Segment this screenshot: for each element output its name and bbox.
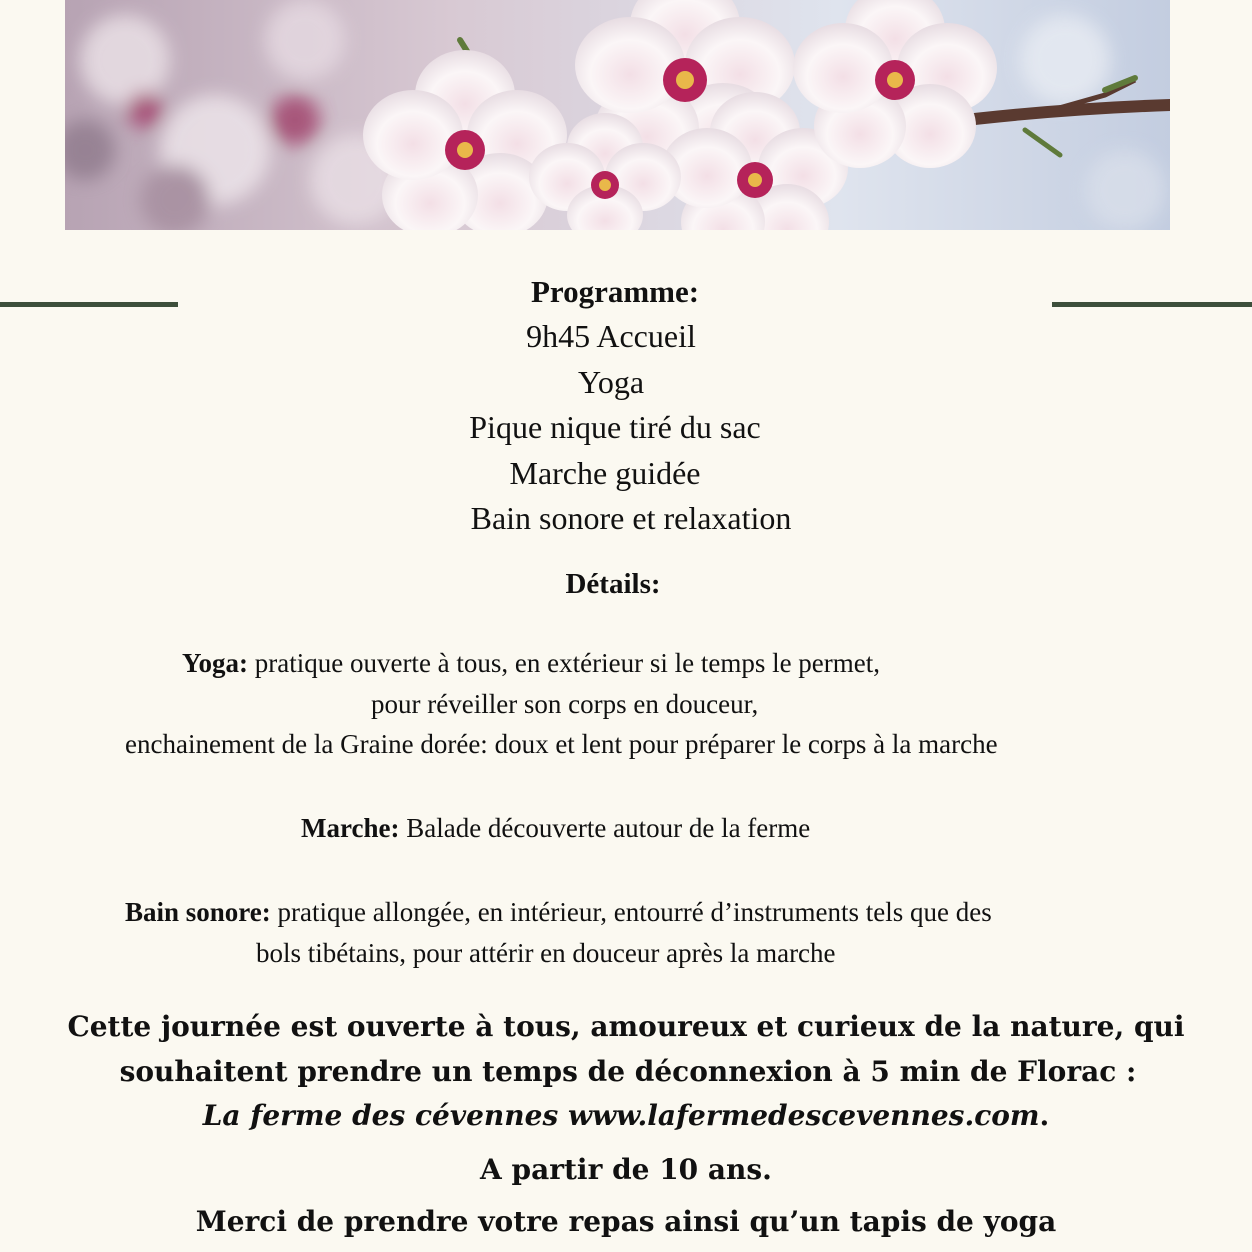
marche-detail: Marche: Balade découverte autour de la ferme xyxy=(301,813,811,843)
bain-label: Bain sonore: xyxy=(125,897,271,927)
info-line1: Cette journée est ouverte à tous, amoureux et curieux de la nature, qui xyxy=(67,1010,1185,1043)
blossom-photo xyxy=(65,0,1170,230)
programme-item-bain: Bain sonore et relaxation xyxy=(470,500,792,536)
programme-title: Programme: xyxy=(530,274,700,309)
farm-website-link[interactable]: La ferme des cévennes www.lafermedescevennes.com xyxy=(202,1099,1040,1132)
yoga-detail-line1: Yoga: pratique ouverte à tous, en extérieur si le temps le permet, xyxy=(182,648,881,678)
almond-blossom-image xyxy=(65,0,1170,230)
yoga-detail-line2: pour réveiller son corps en douceur, xyxy=(371,689,759,719)
yoga-label: Yoga: xyxy=(182,648,248,678)
bring-note: Merci de prendre votre repas ainsi qu’un tapis de yoga xyxy=(195,1205,1057,1238)
programme-item-yoga: Yoga xyxy=(577,364,645,400)
info-line2: souhaitent prendre un temps de déconnexion à 5 min de Florac : xyxy=(119,1055,1137,1088)
programme-item-marche: Marche guidée xyxy=(509,455,701,491)
age-note: A partir de 10 ans. xyxy=(480,1153,772,1186)
marche-label: Marche: xyxy=(301,813,400,843)
programme-item-accueil: 9h45 Accueil xyxy=(526,318,696,354)
bain-detail-line2: bols tibétains, pour attérir en douceur après la marche xyxy=(256,938,836,968)
yoga-detail-line3: enchainement de la Graine dorée: doux et lent pour préparer le corps à la marche xyxy=(125,729,998,759)
info-line3: La ferme des cévennes www.lafermedescevennes.com. xyxy=(202,1099,1050,1132)
details-title: Détails: xyxy=(565,568,661,600)
programme-item-pique-nique: Pique nique tiré du sac xyxy=(469,409,761,445)
bain-detail-line1: Bain sonore: pratique allongée, en intérieur, entourré d’instruments tels que des xyxy=(125,897,992,927)
